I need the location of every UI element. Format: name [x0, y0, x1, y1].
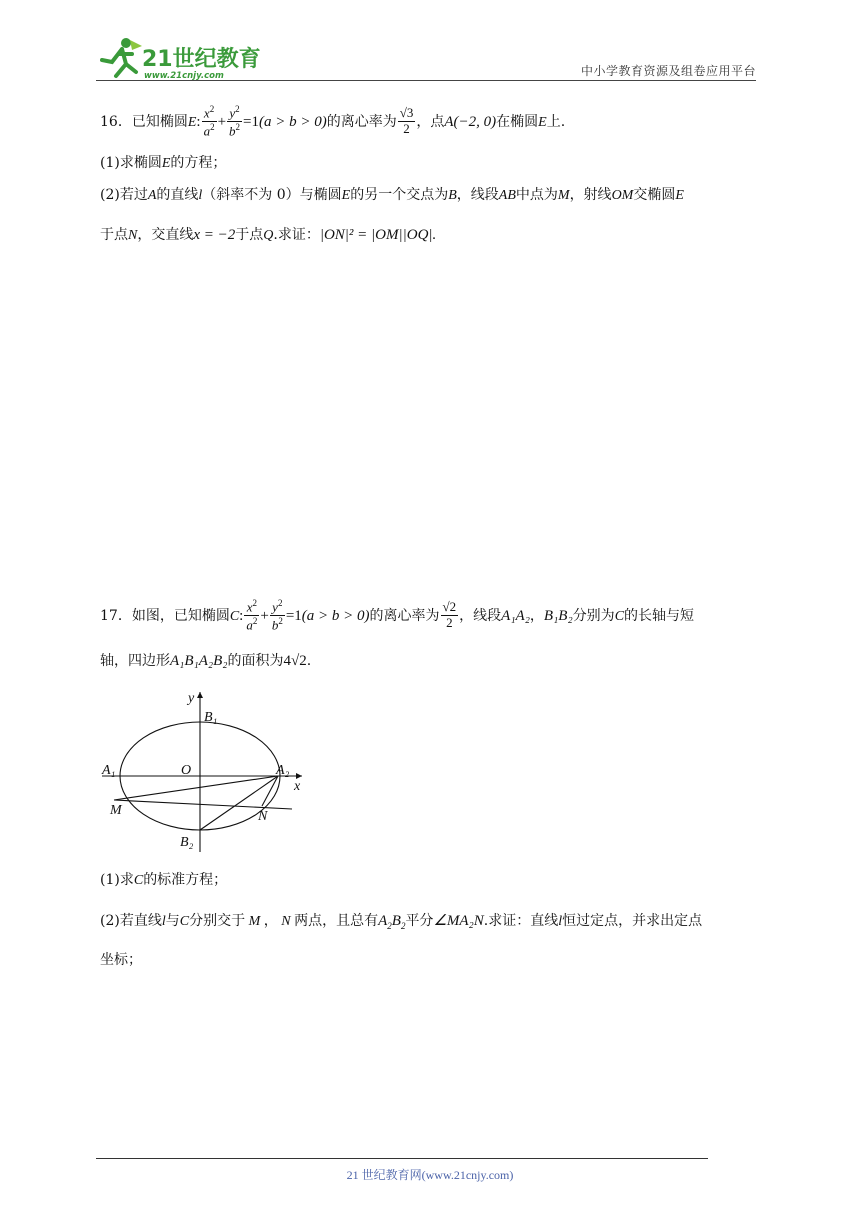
logo-url: www.21cnjy.com	[144, 71, 224, 81]
q17-number: 17．	[100, 607, 132, 624]
label-B2: B₂	[180, 835, 194, 850]
q17-part2-line2: 坐标；	[100, 952, 142, 968]
q17-part2: (2)若直线l与C分别交于 M ， N 两点，且总有$A_2B_2$平分∠MA₂N.求证：直线l恒过定点，并求出定点	[100, 913, 703, 931]
q16-part1: (1)求椭圆E的方程；	[100, 155, 227, 171]
label-x: x	[294, 779, 301, 794]
segment-NA2	[262, 776, 278, 806]
site-slogan: 中小学教育资源及组卷应用平台	[580, 64, 756, 78]
q16-stem: 16．已知椭圆E: $\frac{x^2}{a^2}$ + $\frac{y^2}{b^2}$ =1(a > b > 0)的离心率为 $\frac{√3}{2}$ ，点A(−2, 0)在椭圆E上.	[100, 104, 566, 139]
label-N: N	[258, 809, 268, 824]
logo-text: 21世纪教育	[142, 47, 261, 72]
segment-MA2	[114, 776, 278, 800]
site-logo	[96, 36, 266, 82]
q17-frac-x: $\frac{x^2}{a^2}$	[246, 598, 258, 633]
q17-area: 4√2	[283, 653, 307, 669]
runner-icon	[102, 38, 142, 76]
y-axis-arrow	[197, 692, 203, 698]
q16-number: 16．	[100, 113, 132, 130]
label-M: M	[110, 803, 122, 818]
label-O: O	[181, 763, 192, 778]
footer-divider	[96, 1158, 708, 1159]
q17-stem-line2: 轴，四边形A₁B₁A₂B₂的面积为4√2.	[100, 653, 312, 669]
label-B1: B₁	[204, 710, 218, 725]
q17-frac-y: $\frac{y^2}{b^2}$	[271, 598, 283, 633]
header-divider	[96, 80, 756, 81]
line-l	[114, 800, 292, 809]
q16-part2-line2: 于点N，交直线x = −2于点Q.求证：|ON|² = |OM||OQ|.	[100, 227, 437, 243]
q16-frac-y: $\frac{y^2}{b^2}$	[229, 104, 241, 139]
q16-part2: (2)若过A的直线l（斜率不为 0）与椭圆E的另一个交点为B，线段AB中点为M，射线OM交椭圆E	[100, 187, 684, 203]
q16-eccentricity: $\frac{√3}{2}$	[399, 105, 414, 137]
footer-link[interactable]: 21 世纪教育网(www.21cnjy.com)	[346, 1168, 514, 1182]
label-y: y	[188, 691, 195, 706]
label-A2: A₂	[276, 763, 290, 778]
q17-eccentricity: $\frac{√2}{2}$	[442, 599, 457, 631]
ellipse-figure	[96, 688, 316, 858]
q17-stem: 17．如图，已知椭圆C: $\frac{x^2}{a^2}$ + $\frac{y^2}{b^2}$ =1(a > b > 0)的离心率为 $\frac{√2}{2}$ ，线段A₁A₂，B₁B₂分别为C的长轴与短	[100, 598, 695, 633]
q16-proof-equation: |ON|² = |OM||OQ|.	[319, 227, 437, 243]
label-A1: A₁	[102, 763, 116, 778]
q17-part1: (1)求C的标准方程；	[100, 872, 228, 888]
q16-frac-x: $\frac{x^2}{a^2}$	[203, 104, 215, 139]
